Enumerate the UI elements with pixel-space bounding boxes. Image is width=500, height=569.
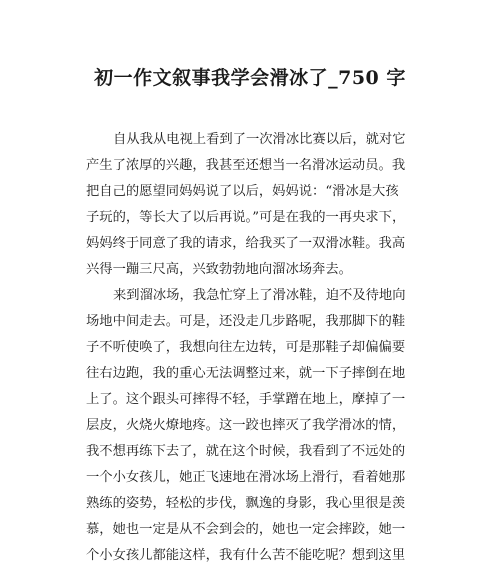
paragraph-1-line-3: 把自己的愿望同妈妈说了以后，妈妈说：“滑冰是大孩 <box>86 184 399 199</box>
paragraph-2-line-5: 上了。这个跟头可摔得不轻，手掌蹭在地上，摩掉了一 <box>86 392 406 407</box>
paragraph-2-line-8: 一个小女孩儿，她正飞速地在滑冰场上滑行，看着她那 <box>86 470 406 485</box>
paragraph-2-line-10: 慕，她也一定是从不会到会的，她也一定会摔跤，她一 <box>86 522 406 537</box>
paragraph-1-line-2: 产生了浓厚的兴趣，我甚至还想当一名滑冰运动员。我 <box>86 158 406 173</box>
paragraph-1-line-6: 兴得一蹦三尺高，兴致勃勃地向溜冰场奔去。 <box>86 262 352 277</box>
paragraph-2-line-11: 个小女孩儿都能这样，我有什么苦不能吃呢？想到这里 <box>86 548 406 563</box>
paragraph-2-line-4: 往右边跑，我的重心无法调整过来，就一下子摔倒在地 <box>86 366 406 381</box>
paragraph-2-line-6: 层皮，火烧火燎地疼。这一跤也摔灭了我学滑冰的情， <box>86 418 406 433</box>
paragraph-2-line-7: 我不想再练下去了，就在这个时候，我看到了不远处的 <box>86 444 406 459</box>
paragraph-2-line-1: 来到溜冰场，我急忙穿上了滑冰鞋，迫不及待地向 <box>113 288 406 303</box>
document-title: 初一作文叙事我学会滑冰了_750 字 <box>94 67 406 89</box>
paragraph-2-line-3: 子不听使唤了，我想向往左边转，可是那鞋子却偏偏要 <box>86 340 406 355</box>
paragraph-1-line-4: 子玩的，等长大了以后再说。”可是在我的一再央求下， <box>86 210 406 225</box>
document-body <box>86 127 418 569</box>
paragraph-2-line-9: 熟练的姿势，轻松的步伐，飘逸的身影，我心里很是羡 <box>86 496 406 511</box>
paragraph-2-line-2: 场地中间走去。可是，还没走几步路呢，我那脚下的鞋 <box>86 314 406 329</box>
paragraph-1-line-1: 自从我从电视上看到了一次滑冰比赛以后，就对它 <box>113 132 406 147</box>
paragraph-1-line-5: 妈妈终于同意了我的请求，给我买了一双滑冰鞋。我高 <box>86 236 406 251</box>
